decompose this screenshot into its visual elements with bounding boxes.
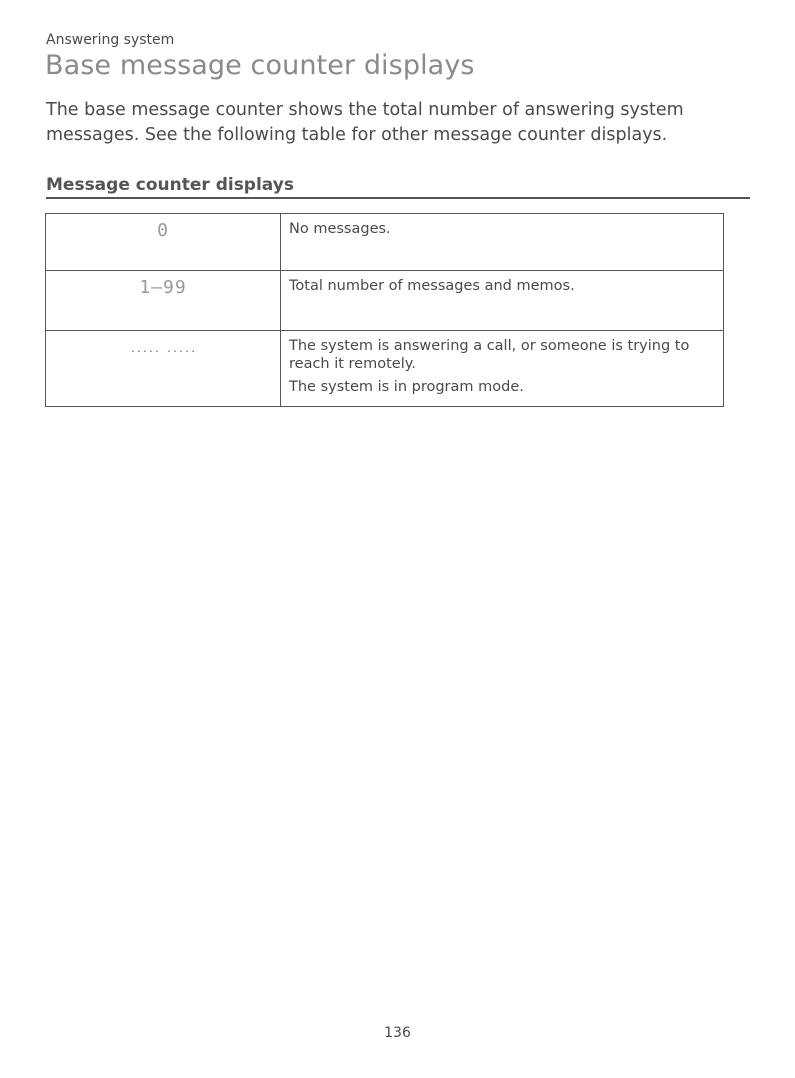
counter-display-value: ..... ..... <box>129 344 197 355</box>
description-cell <box>281 271 724 331</box>
intro-paragraph: The base message counter shows the total number of answering system messages. See the following table for other message counter displays. <box>46 100 684 145</box>
table-heading: Message counter displays <box>46 175 750 199</box>
table-row <box>46 331 724 407</box>
counter-display-value: 0 <box>157 220 169 241</box>
description-text: Total number of messages and memos. <box>289 278 575 294</box>
counter-display-value: 1–99 <box>139 277 187 298</box>
counter-display-cell <box>46 214 281 271</box>
page-title: Base message counter displays <box>45 50 475 81</box>
counter-display-cell <box>46 271 281 331</box>
message-counter-table <box>45 213 724 407</box>
table-row <box>46 214 724 271</box>
description-text: No messages. <box>289 221 391 237</box>
page-number: 136 <box>384 1025 411 1041</box>
table-row <box>46 271 724 331</box>
section-label: Answering system <box>46 32 175 48</box>
description-cell <box>281 214 724 271</box>
description-text: The system is in program mode. <box>289 379 524 395</box>
description-text: The system is answering a call, or someone is trying to reach it remotely. <box>289 338 690 372</box>
counter-display-cell <box>46 331 281 407</box>
description-cell <box>281 331 724 407</box>
